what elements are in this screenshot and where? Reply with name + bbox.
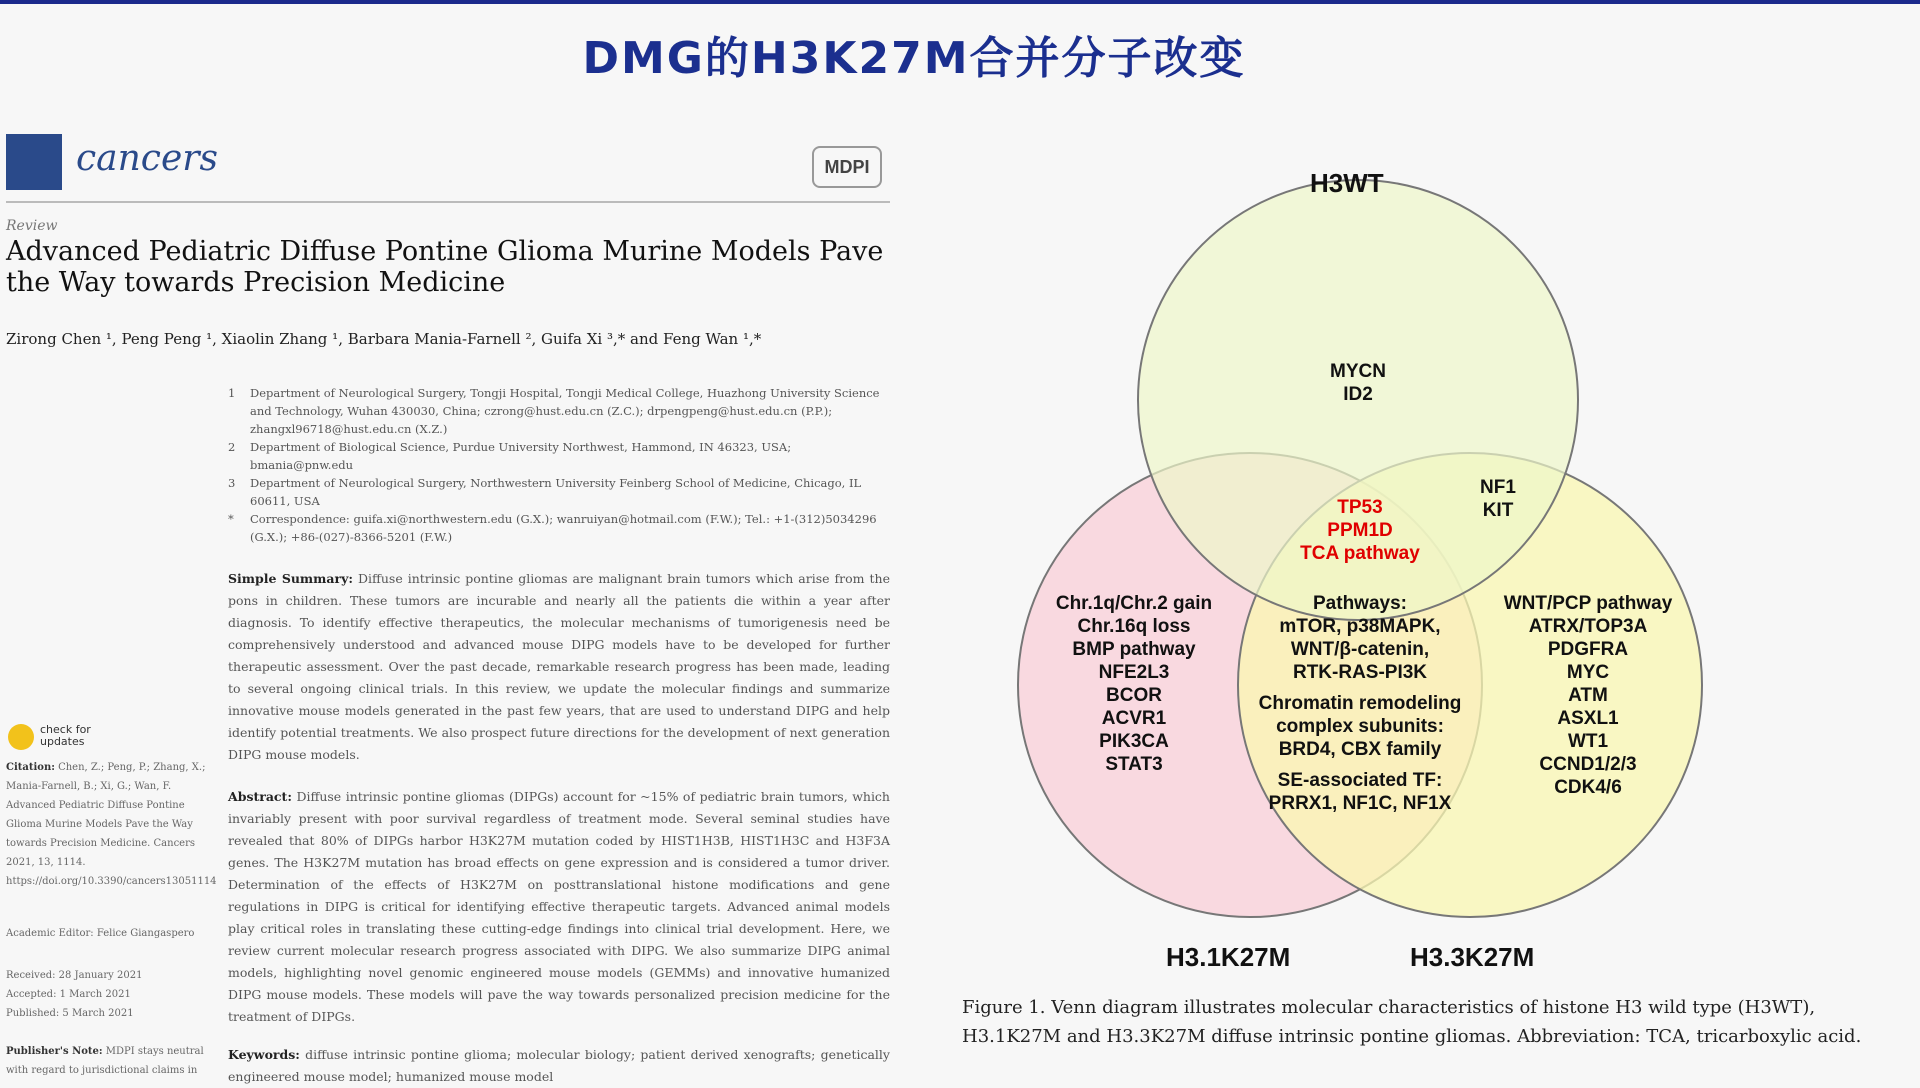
simple-summary-label: Simple Summary: <box>228 571 353 586</box>
venn-circles <box>960 150 1760 980</box>
region-h3wt-only: MYCN ID2 <box>1330 361 1386 405</box>
affiliation-item: 2 Department of Biological Science, Purdue University Northwest, Hammond, IN 46323, USA; bmania@pnw.edu <box>228 440 792 472</box>
simple-summary <box>228 568 890 766</box>
label-h33k27m: H3.3K27M <box>1410 942 1535 972</box>
keywords-text: diffuse intrinsic pontine glioma; molecular biology; patient derived xenografts; genetically engineered mouse model; humanized mouse model <box>228 1047 890 1084</box>
affiliation-item: * Correspondence: guifa.xi@northwestern.edu (G.X.); wanruiyan@hotmail.com (F.W.); Tel.: +1-(312)5034296 (G.X.); +86-(027)-8366-5201 (F.W.) <box>228 512 877 544</box>
academic-editor: Academic Editor: Felice Giangaspero <box>6 928 195 939</box>
abstract <box>228 786 890 1028</box>
paper-page <box>0 118 900 1084</box>
author-list: Zirong Chen ¹, Peng Peng ¹, Xiaolin Zhang ¹, Barbara Mania-Farnell ², Guifa Xi ³,* and Feng Wan ¹,* <box>6 330 762 348</box>
region-h33-only: WNT/PCP pathway ATRX/TOP3A PDGFRA MYC ATM ASXL1 WT1 CCND1/2/3 CDK4/6 <box>1503 593 1673 798</box>
affiliations <box>228 384 892 546</box>
label-h31k27m: H3.1K27M <box>1166 942 1291 972</box>
check-updates-label: check for updates <box>40 723 91 748</box>
slide-title: DMG的H3K27M合并分子改变 <box>582 33 1246 84</box>
keywords-label: Keywords: <box>228 1047 300 1062</box>
journal-name: cancers <box>76 138 218 179</box>
check-updates-icon <box>8 724 34 750</box>
citation-block: Citation: Chen, Z.; Peng, P.; Zhang, X.; Mania-Farnell, B.; Xi, G.; Wan, F. Advanced Pediatric Diffuse Pontine Glioma Murine Models Pave the Way towards Precision Medicine. Cancers 2021, 13, 1114. https://doi.org/10.3390/cancers13051114 <box>6 762 217 887</box>
top-accent-bar <box>0 0 1920 4</box>
paper-title: Advanced Pediatric Diffuse Pontine Glioma Murine Models Pave the Way towards Precision Medicine <box>6 236 884 298</box>
keywords <box>228 1044 890 1088</box>
venn-diagram <box>960 150 1760 980</box>
region-h31-only: Chr.1q/Chr.2 gain Chr.16q loss BMP pathway NFE2L3 BCOR ACVR1 PIK3CA STAT3 <box>1055 593 1213 775</box>
journal-header <box>6 126 890 203</box>
region-h31-h33: Pathways: mTOR, p38MAPK, WNT/β-catenin, RTK-RAS-PI3K Chromatin remodeling complex subunits: BRD4, CBX family SE-associated TF: PRRX1, NF1C, NF1X <box>1258 593 1462 814</box>
simple-summary-text: Diffuse intrinsic pontine gliomas are malignant brain tumors which arise from the pons in children. These tumors are incurable and nearly all the patients die within a year after diagnosis. To identify effective therapeutics, the molecular mechanisms of tumorigenesis need be comprehensively understood and advanced mouse DIPG models have to be developed for further therapeutic assessment. Over the past decade, remarkable research progress has been made, leading to several ongoing clinical trials. In this review, we update the molecular findings and summarize innovative mouse models generated in the past few years, that are used to understand DIPG and help identify potential treatments. We also prospect future directions for the development of next generation DIPG mouse models. <box>228 571 890 762</box>
figure-caption: Figure 1. Venn diagram illustrates molecular characteristics of histone H3 wild type (H3WT), H3.1K27M and H3.3K27M diffuse intrinsic pontine gliomas. Abbreviation: TCA, tricarboxylic acid. <box>962 997 1862 1047</box>
article-type: Review <box>6 218 58 234</box>
publisher-logo: MDPI <box>812 146 882 188</box>
journal-logo-icon <box>6 134 62 190</box>
affiliation-item: 1 Department of Neurological Surgery, Tongji Hospital, Tongji Medical College, Huazhong University Science and Technology, Wuhan 430030, China; czrong@hust.edu.cn (Z.C.); drpengpeng@hust.edu.cn (P.P.); zhangxl96718@hust.edu.cn (X.Z.) <box>228 386 880 436</box>
abstract-label: Abstract: <box>228 789 292 804</box>
label-h3wt: H3WT <box>1310 168 1384 198</box>
abstract-text: Diffuse intrinsic pontine gliomas (DIPGs) account for ~15% of pediatric brain tumors, which invariably present with poor survival regardless of treatment mode. Several seminal studies have revealed that 80% of DIPGs harbor H3K27M mutation coded by HIST1H3B, HIST1H3C and H3F3A genes. The H3K27M mutation has broad effects on gene expression and is considered a tumor driver. Determination of the effects of H3K27M on posttranslational histone modifications and gene regulations in DIPG is critical for identifying effective therapeutic targets. Advanced animal models play critical roles in translating these cutting-edge findings into clinical trial development. Here, we review current molecular research progress associated with DIPG. We also summarize DIPG animal models, highlighting novel genomic engineered mouse models (GEMMs) and innovative humanized DIPG mouse models. These models will pave the way towards personalized precision medicine for the treatment of DIPGs. <box>228 789 890 1024</box>
region-h3wt-h33: NF1 KIT <box>1480 477 1516 521</box>
region-center: TP53 PPM1D TCA pathway <box>1300 497 1420 564</box>
affiliation-item: 3 Department of Neurological Surgery, Northwestern University Feinberg School of Medicine, Chicago, IL 60611, USA <box>228 476 862 508</box>
dates-block: Received: 28 January 2021 Accepted: 1 March 2021 Published: 5 March 2021 <box>6 970 143 1019</box>
publisher-note: Publisher's Note: MDPI stays neutral with regard to jurisdictional claims in <box>6 1046 204 1076</box>
